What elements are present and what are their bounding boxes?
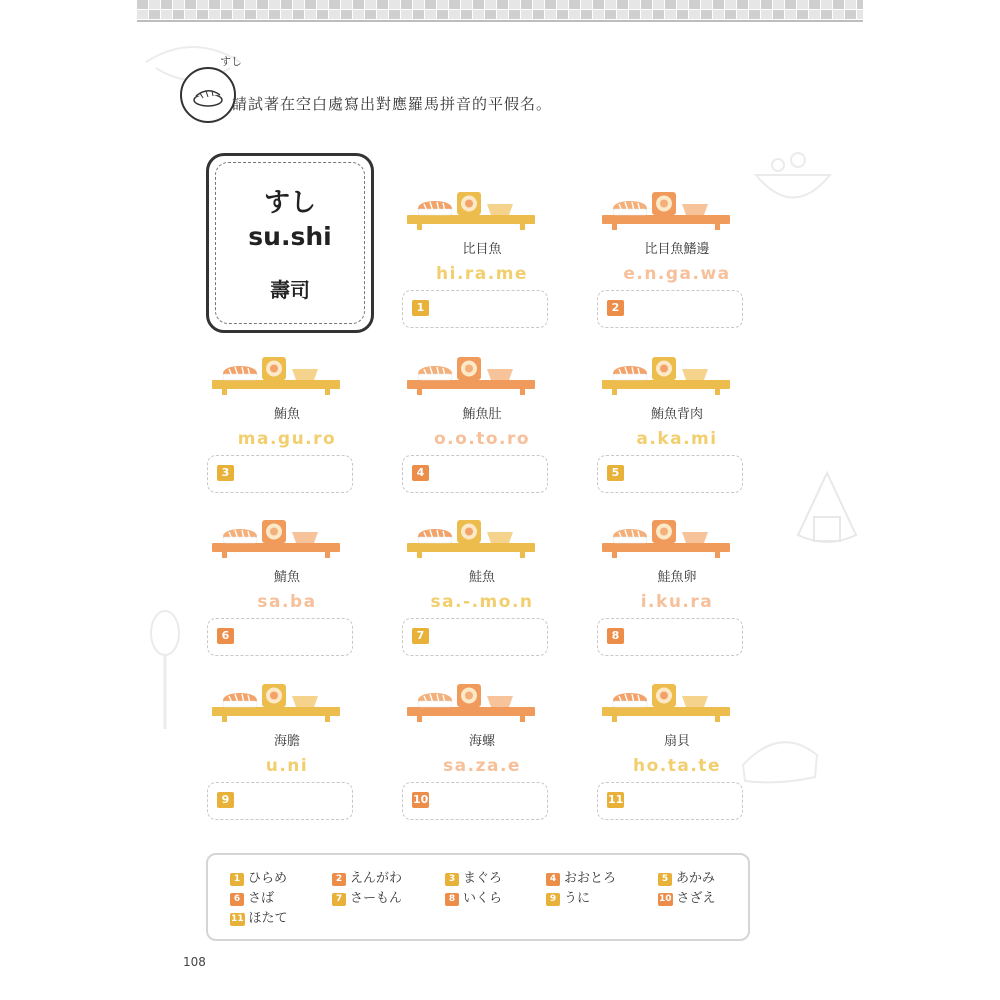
item-number-badge: 10 xyxy=(413,793,429,806)
item-japanese-name: 鮭魚 xyxy=(468,570,495,585)
sushi-tray-icon xyxy=(212,355,340,395)
exercise-item-5 xyxy=(597,355,757,515)
answer-key-kana: いくら xyxy=(463,891,503,906)
answer-key-kana: ひらめ xyxy=(248,871,288,886)
item-romaji: sa.-.mo.n xyxy=(430,592,534,612)
sushi-tray-icon xyxy=(212,682,340,722)
answer-key-number: 11 xyxy=(231,914,244,924)
item-japanese-name: 海螺 xyxy=(468,734,495,749)
sushi-tray-icon xyxy=(212,518,340,558)
item-romaji: ho.ta.te xyxy=(633,756,721,776)
exercise-item-2 xyxy=(597,190,757,350)
answer-key-kana: さーもん xyxy=(350,891,403,906)
item-romaji: u.ni xyxy=(265,756,309,776)
answer-input-box-3[interactable] xyxy=(207,455,353,493)
answer-input-box-1[interactable] xyxy=(402,290,548,328)
sushi-tray-icon xyxy=(407,682,535,722)
exercise-item-7 xyxy=(402,518,562,678)
sushi-badge xyxy=(180,67,236,123)
example-meaning: 壽司 xyxy=(270,278,310,302)
page-number: 108 xyxy=(183,955,206,969)
answer-key-number: 2 xyxy=(332,873,346,886)
sushi-tray-icon xyxy=(407,355,535,395)
answer-input-box-10[interactable] xyxy=(402,782,548,820)
item-number-badge: 3 xyxy=(217,465,234,481)
item-japanese-name: 鮪魚 xyxy=(273,407,300,422)
item-japanese-name: 鮭魚卵 xyxy=(657,570,697,585)
exercise-item-9 xyxy=(207,682,367,842)
answer-key-item-3 xyxy=(445,867,502,886)
item-romaji: a.ka.mi xyxy=(636,429,718,449)
item-romaji: ma.gu.ro xyxy=(237,429,337,449)
item-japanese-name: 鯖魚 xyxy=(273,570,300,585)
answer-key-item-4 xyxy=(546,867,616,886)
item-japanese-name: 鮪魚肚 xyxy=(462,407,502,422)
sushi-tray-icon xyxy=(602,355,730,395)
item-romaji: sa.za.e xyxy=(443,756,521,776)
example-kana: すし xyxy=(263,188,316,218)
answer-key-kana: うに xyxy=(564,891,591,906)
answer-key-kana: さざえ xyxy=(676,891,716,906)
answer-key-kana: さば xyxy=(248,891,275,906)
sushi-tray-icon xyxy=(407,190,535,230)
answer-key-number: 7 xyxy=(332,893,346,906)
answer-key-kana: まぐろ xyxy=(463,871,503,886)
item-japanese-name: 比目魚 xyxy=(462,242,502,257)
answer-key-item-9 xyxy=(546,887,590,906)
answer-input-box-8[interactable] xyxy=(597,618,743,656)
answer-key-number: 1 xyxy=(230,873,244,886)
sushi-tray-icon xyxy=(602,190,730,230)
sushi-icon xyxy=(182,69,234,121)
item-romaji: hi.ra.me xyxy=(436,264,528,284)
answer-input-box-9[interactable] xyxy=(207,782,353,820)
exercise-item-11 xyxy=(597,682,757,842)
item-japanese-name: 鮪魚背肉 xyxy=(650,407,703,422)
example-card xyxy=(206,153,374,333)
exercise-item-10 xyxy=(402,682,562,842)
item-romaji: e.n.ga.wa xyxy=(623,264,731,284)
item-number-badge: 11 xyxy=(608,793,624,806)
answer-key-kana: えんがわ xyxy=(350,871,403,886)
badge-kana-label: すし xyxy=(220,55,242,68)
item-romaji: i.ku.ra xyxy=(640,592,714,612)
exercise-item-8 xyxy=(597,518,757,678)
answer-key-number: 6 xyxy=(230,893,244,906)
exercise-item-3 xyxy=(207,355,367,515)
answer-key-item-7 xyxy=(332,887,402,906)
top-checker-band xyxy=(137,0,863,24)
item-romaji: o.o.to.ro xyxy=(433,429,531,449)
answer-input-box-7[interactable] xyxy=(402,618,548,656)
answer-key-item-10 xyxy=(658,887,716,906)
answer-key-kana: ほたて xyxy=(248,911,288,926)
item-number-badge: 5 xyxy=(607,465,624,481)
answer-key-item-6 xyxy=(230,887,274,906)
item-number-badge: 1 xyxy=(412,300,429,316)
spoon-doodle xyxy=(140,605,190,735)
item-japanese-name: 比目魚鰭邊 xyxy=(644,242,710,257)
answer-input-box-2[interactable] xyxy=(597,290,743,328)
sushi-tray-icon xyxy=(407,518,535,558)
exercise-item-6 xyxy=(207,518,367,678)
answer-key-number: 5 xyxy=(658,873,672,886)
instruction-text: 請試著在空白處寫出對應羅馬拼音的平假名。 xyxy=(232,95,553,113)
answer-key-item-11 xyxy=(230,907,288,926)
answer-key-kana: あかみ xyxy=(676,871,716,886)
answer-key-number: 10 xyxy=(659,894,672,904)
answer-input-box-4[interactable] xyxy=(402,455,548,493)
answer-key-number: 3 xyxy=(445,873,459,886)
item-japanese-name: 海膽 xyxy=(273,734,300,749)
sushi-tray-icon xyxy=(602,518,730,558)
checker-pattern xyxy=(137,0,863,24)
item-number-badge: 8 xyxy=(607,628,624,644)
item-japanese-name: 扇貝 xyxy=(663,734,690,749)
rice-bowl-doodle xyxy=(748,130,838,220)
exercise-header xyxy=(180,55,780,125)
answer-key-number: 4 xyxy=(546,873,560,886)
exercise-item-1 xyxy=(402,190,562,350)
answer-key-panel xyxy=(206,853,750,941)
answer-input-box-11[interactable] xyxy=(597,782,743,820)
answer-key-number: 8 xyxy=(445,893,459,906)
answer-key-item-8 xyxy=(445,887,502,906)
item-number-badge: 2 xyxy=(607,300,624,316)
sushi-tray-icon xyxy=(602,682,730,722)
item-romaji: sa.ba xyxy=(257,592,317,612)
answer-key-item-5 xyxy=(658,867,715,886)
item-number-badge: 4 xyxy=(412,465,429,481)
item-number-badge: 9 xyxy=(217,792,234,808)
answer-key-item-2 xyxy=(332,867,402,886)
answer-input-box-6[interactable] xyxy=(207,618,353,656)
exercise-item-4 xyxy=(402,355,562,515)
answer-input-box-5[interactable] xyxy=(597,455,743,493)
answer-key-number: 9 xyxy=(546,893,560,906)
example-romaji: su.shi xyxy=(248,222,332,251)
item-number-badge: 7 xyxy=(412,628,429,644)
answer-key-kana: おおとろ xyxy=(564,871,617,886)
answer-key-item-1 xyxy=(230,867,287,886)
item-number-badge: 6 xyxy=(217,628,234,644)
onigiri-doodle xyxy=(792,465,862,555)
